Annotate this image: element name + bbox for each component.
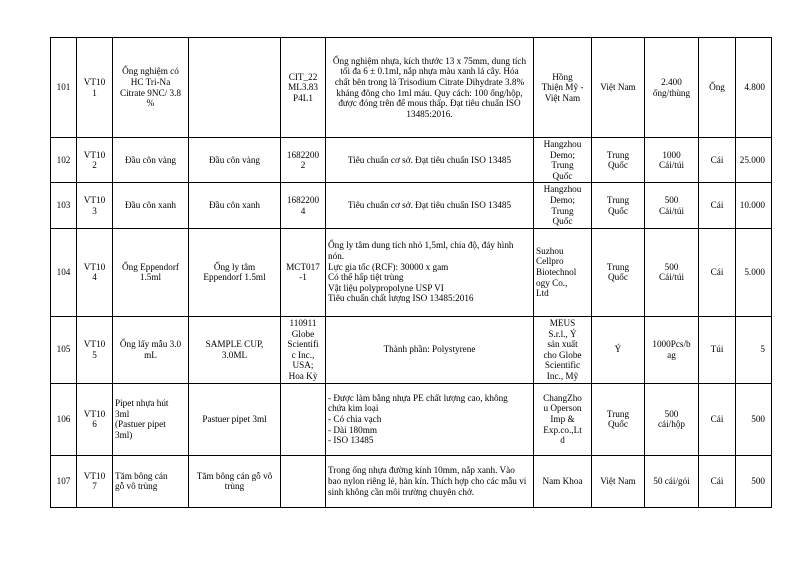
- cell-name: Ống lấy mẫu 3.0 mL: [113, 316, 189, 383]
- cell-maker: ChangZho u Operson Imp & Exp.co.,Lt d: [534, 383, 592, 455]
- cell-origin: Việt Nam: [592, 38, 645, 138]
- cell-name: Pipet nhựa hút 3ml (Pastuer pipet 3ml): [113, 383, 189, 455]
- cell-trade: Đầu côn vàng: [189, 138, 281, 183]
- cell-unit: Cái: [699, 455, 736, 507]
- cell-spec: Tiêu chuẩn cơ sở. Đạt tiêu chuẩn ISO 13485: [326, 183, 534, 228]
- cell-maker: Hangzhou Demo; Trung Quốc: [534, 183, 592, 228]
- cell-stt: 107: [51, 455, 77, 507]
- cell-stt: 104: [51, 228, 77, 316]
- cell-maker: Suzhou Cellpro Biotechnol ogy Co., Ltd: [534, 228, 592, 316]
- cell-unit: Cái: [699, 183, 736, 228]
- cell-spec: Thành phần: Polystyrene: [326, 316, 534, 383]
- cell-trade: Tăm bông cán gỗ vô trùng: [189, 455, 281, 507]
- cell-pack: 1000Pcs/b ag: [645, 316, 699, 383]
- table-row: [51, 383, 772, 455]
- cell-trade: [189, 38, 281, 138]
- cell-code: VT10 1: [77, 38, 113, 138]
- cell-code: VT10 7: [77, 455, 113, 507]
- cell-spec: Trong ống nhựa đường kính 10mm, nắp xanh. Vào bao nylon riêng lẻ, hàn kín. Thích hợp cho các mẫu vi sinh không cần môi trường chuyên chở.: [326, 455, 534, 507]
- cell-model: 1682200 4: [281, 183, 326, 228]
- cell-stt: 101: [51, 38, 77, 138]
- cell-trade: SAMPLE CUP, 3.0ML: [189, 316, 281, 383]
- cell-spec: Ống nghiệm nhựa, kích thước 13 x 75mm, dung tích tối đa 6 ± 0.1ml, nắp nhựa màu xanh lá cây. Hóa chất bên trong là Trisodium Citrate Dihydrate 3.8% kháng đông cho 1ml máu. Quy cách: 100 ống/hộp, được đóng trên để mous thấp. Đạt tiêu chuẩn ISO 13485:2016.: [326, 38, 534, 138]
- cell-stt: 103: [51, 183, 77, 228]
- cell-origin: Trung Quốc: [592, 183, 645, 228]
- cell-qty: 5: [736, 316, 772, 383]
- cell-origin: Trung Quốc: [592, 383, 645, 455]
- cell-qty: 4.800: [736, 38, 772, 138]
- cell-maker: Nam Khoa: [534, 455, 592, 507]
- cell-pack: 1000 Cái/túi: [645, 138, 699, 183]
- cell-stt: 106: [51, 383, 77, 455]
- cell-model: 1682200 2: [281, 138, 326, 183]
- cell-trade: Ống ly tâm Eppendorf 1.5ml: [189, 228, 281, 316]
- cell-model: [281, 455, 326, 507]
- cell-unit: Ống: [699, 38, 736, 138]
- cell-unit: Cái: [699, 383, 736, 455]
- cell-name: Tăm bông cán gỗ vô trùng: [113, 455, 189, 507]
- cell-unit: Túi: [699, 316, 736, 383]
- cell-model: 110911 Globe Scientifi c Inc., USA; Hoa Kỳ: [281, 316, 326, 383]
- cell-name: Ống nghiệm có HC Tri-Na Citrate 9NC/ 3.8 %: [113, 38, 189, 138]
- cell-maker: Hồng Thiện Mỹ - Việt Nam: [534, 38, 592, 138]
- cell-unit: Cái: [699, 138, 736, 183]
- cell-origin: Việt Nam: [592, 455, 645, 507]
- cell-stt: 102: [51, 138, 77, 183]
- table-row: [51, 228, 772, 316]
- cell-trade: Pastuer pipet 3ml: [189, 383, 281, 455]
- table-row: [51, 183, 772, 228]
- cell-spec: Ống ly tâm dung tích nhỏ 1,5ml, chia độ, đáy hình nón. Lực gia tốc (RCF): 30000 x gam Có thể hấp tiệt trùng Vật liệu polypropolyne USP VI Tiêu chuẩn chất lượng ISO 13485:2016: [326, 228, 534, 316]
- cell-qty: 10.000: [736, 183, 772, 228]
- cell-trade: Đầu côn xanh: [189, 183, 281, 228]
- cell-stt: 105: [51, 316, 77, 383]
- table-row: [51, 38, 772, 138]
- cell-origin: Trung Quốc: [592, 228, 645, 316]
- cell-pack: 2.400 ống/thùng: [645, 38, 699, 138]
- cell-spec: - Được làm bằng nhựa PE chất lượng cao, không chứa kim loại - Có chia vạch - Dài 180mm - ISO 13485: [326, 383, 534, 455]
- cell-model: CIT_22 ML3.83 P4L1: [281, 38, 326, 138]
- cell-model: MCT017 -1: [281, 228, 326, 316]
- cell-code: VT10 6: [77, 383, 113, 455]
- cell-qty: 5.000: [736, 228, 772, 316]
- cell-name: Đầu côn vàng: [113, 138, 189, 183]
- cell-pack: 50 cái/gói: [645, 455, 699, 507]
- cell-unit: Cái: [699, 228, 736, 316]
- cell-qty: 500: [736, 383, 772, 455]
- cell-name: Ống Eppendorf 1.5ml: [113, 228, 189, 316]
- cell-pack: 500 Cái/túi: [645, 183, 699, 228]
- table-row: [51, 455, 772, 507]
- cell-name: Đầu côn xanh: [113, 183, 189, 228]
- cell-code: VT10 5: [77, 316, 113, 383]
- cell-code: VT10 3: [77, 183, 113, 228]
- cell-qty: 500: [736, 455, 772, 507]
- cell-pack: 500 cái/hộp: [645, 383, 699, 455]
- cell-maker: MEUS S.r.l., Ý sản xuất cho Globe Scientific Inc., Mỹ: [534, 316, 592, 383]
- cell-model: [281, 383, 326, 455]
- cell-qty: 25.000: [736, 138, 772, 183]
- supplies-table: [50, 37, 772, 508]
- cell-code: VT10 4: [77, 228, 113, 316]
- cell-pack: 500 Cái/túi: [645, 228, 699, 316]
- table-row: [51, 316, 772, 383]
- cell-spec: Tiêu chuẩn cơ sở. Đạt tiêu chuẩn ISO 13485: [326, 138, 534, 183]
- table-row: [51, 138, 772, 183]
- cell-code: VT10 2: [77, 138, 113, 183]
- cell-maker: Hangzhou Demo; Trung Quốc: [534, 138, 592, 183]
- cell-origin: Ý: [592, 316, 645, 383]
- cell-origin: Trung Quốc: [592, 138, 645, 183]
